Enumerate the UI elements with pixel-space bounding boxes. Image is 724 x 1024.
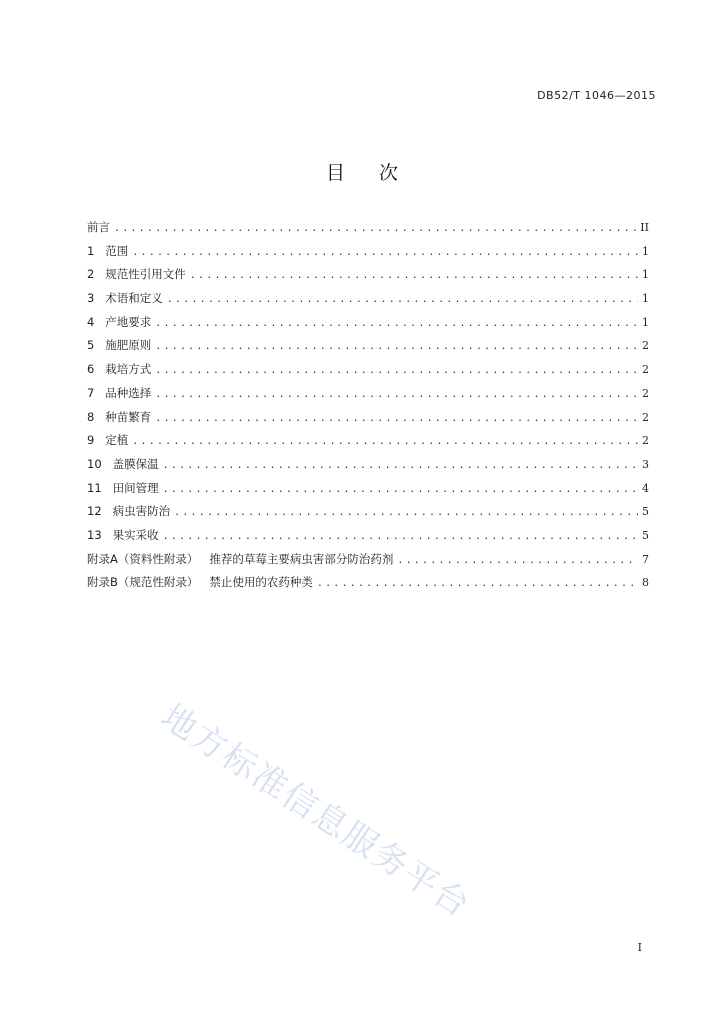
toc-leader-dots <box>397 555 638 566</box>
toc-entry-3[interactable] <box>87 290 649 314</box>
document-code: DB52/T 1046—2015 <box>537 89 656 102</box>
toc-title-char-1: 目 <box>325 162 345 184</box>
toc-title-char-2: 次 <box>379 162 399 184</box>
toc-entry-page: 4 <box>642 481 649 495</box>
toc-entry-page: 3 <box>642 457 649 471</box>
toc-entry-page: 2 <box>642 386 649 400</box>
toc-entry-page: 2 <box>642 363 649 377</box>
toc-entry-label: 12 病虫害防治 <box>87 504 171 519</box>
toc-leader-dots <box>163 460 638 471</box>
toc-entry-label: 7 品种选择 <box>87 385 152 400</box>
toc-entry-appendix-b[interactable] <box>87 574 649 598</box>
toc-leader-dots <box>163 531 638 542</box>
toc-leader-dots <box>167 294 638 305</box>
toc-entry-13[interactable] <box>87 527 649 551</box>
toc-entry-label: 前言 <box>87 220 110 234</box>
toc-entry-10[interactable] <box>87 456 649 480</box>
toc-entry-label: 2 规范性引用文件 <box>87 267 186 282</box>
toc-leader-dots <box>163 484 638 495</box>
toc-leader-dots <box>132 247 638 258</box>
toc-leader-dots <box>174 507 638 518</box>
toc-leader-dots <box>317 578 638 589</box>
toc-leader-dots <box>155 318 638 329</box>
toc-entry-label: 1 范围 <box>87 243 129 258</box>
toc-entry-5[interactable] <box>87 337 649 361</box>
toc-leader-dots <box>132 436 638 447</box>
toc-entry-2[interactable] <box>87 266 649 290</box>
toc-leader-dots <box>114 223 636 234</box>
toc-entry-label: 5 施肥原则 <box>87 338 152 353</box>
toc-entry-page: 1 <box>642 292 649 306</box>
toc-entry-page: 1 <box>642 315 649 329</box>
toc-leader-dots <box>155 341 638 352</box>
toc-entry-label: 4 产地要求 <box>87 314 152 329</box>
toc-leader-dots <box>155 413 638 424</box>
toc-entry-label: 9 定植 <box>87 433 129 448</box>
toc-entry-page: 8 <box>642 576 649 590</box>
toc-entry-8[interactable] <box>87 409 649 433</box>
toc-entry-page: 7 <box>642 552 649 566</box>
toc-leader-dots <box>155 365 638 376</box>
toc-entry-label: 附录B（规范性附录） 禁止使用的农药种类 <box>87 575 313 590</box>
toc-entry-1[interactable] <box>87 243 649 267</box>
watermark: 地方标准信息服务平台 <box>153 696 478 927</box>
toc-entry-page: 2 <box>642 410 649 424</box>
toc-entry-12[interactable] <box>87 503 649 527</box>
toc-entry-9[interactable] <box>87 432 649 456</box>
toc-entry-appendix-a[interactable] <box>87 551 649 575</box>
toc-leader-dots <box>190 270 638 281</box>
toc-entry-page: 2 <box>642 339 649 353</box>
toc-entry-page: 1 <box>642 244 649 258</box>
toc-entry-page: 1 <box>642 268 649 282</box>
toc-entry-label: 6 栽培方式 <box>87 362 152 377</box>
toc-entry-page: 5 <box>642 505 649 519</box>
page-number: I <box>637 941 642 954</box>
toc-title <box>0 158 724 185</box>
toc-entry-6[interactable] <box>87 361 649 385</box>
toc-entry-label: 10 盖膜保温 <box>87 456 159 471</box>
toc-entry-11[interactable] <box>87 480 649 504</box>
toc-entry-label: 3 术语和定义 <box>87 291 163 306</box>
toc-entry-label: 13 果实采收 <box>87 527 159 542</box>
toc-entry-label: 8 种苗繁育 <box>87 409 152 424</box>
toc-entry-4[interactable] <box>87 314 649 338</box>
toc-entry-page: II <box>640 221 649 234</box>
toc-entry-label: 11 田间管理 <box>87 480 159 495</box>
table-of-contents <box>87 219 649 598</box>
toc-leader-dots <box>155 389 638 400</box>
toc-entry-label: 附录A（资料性附录） 推荐的草莓主要病虫害部分防治药剂 <box>87 551 394 566</box>
toc-entry-7[interactable] <box>87 385 649 409</box>
toc-entry-preface[interactable] <box>87 219 649 243</box>
toc-entry-page: 5 <box>642 528 649 542</box>
toc-entry-page: 2 <box>642 434 649 448</box>
